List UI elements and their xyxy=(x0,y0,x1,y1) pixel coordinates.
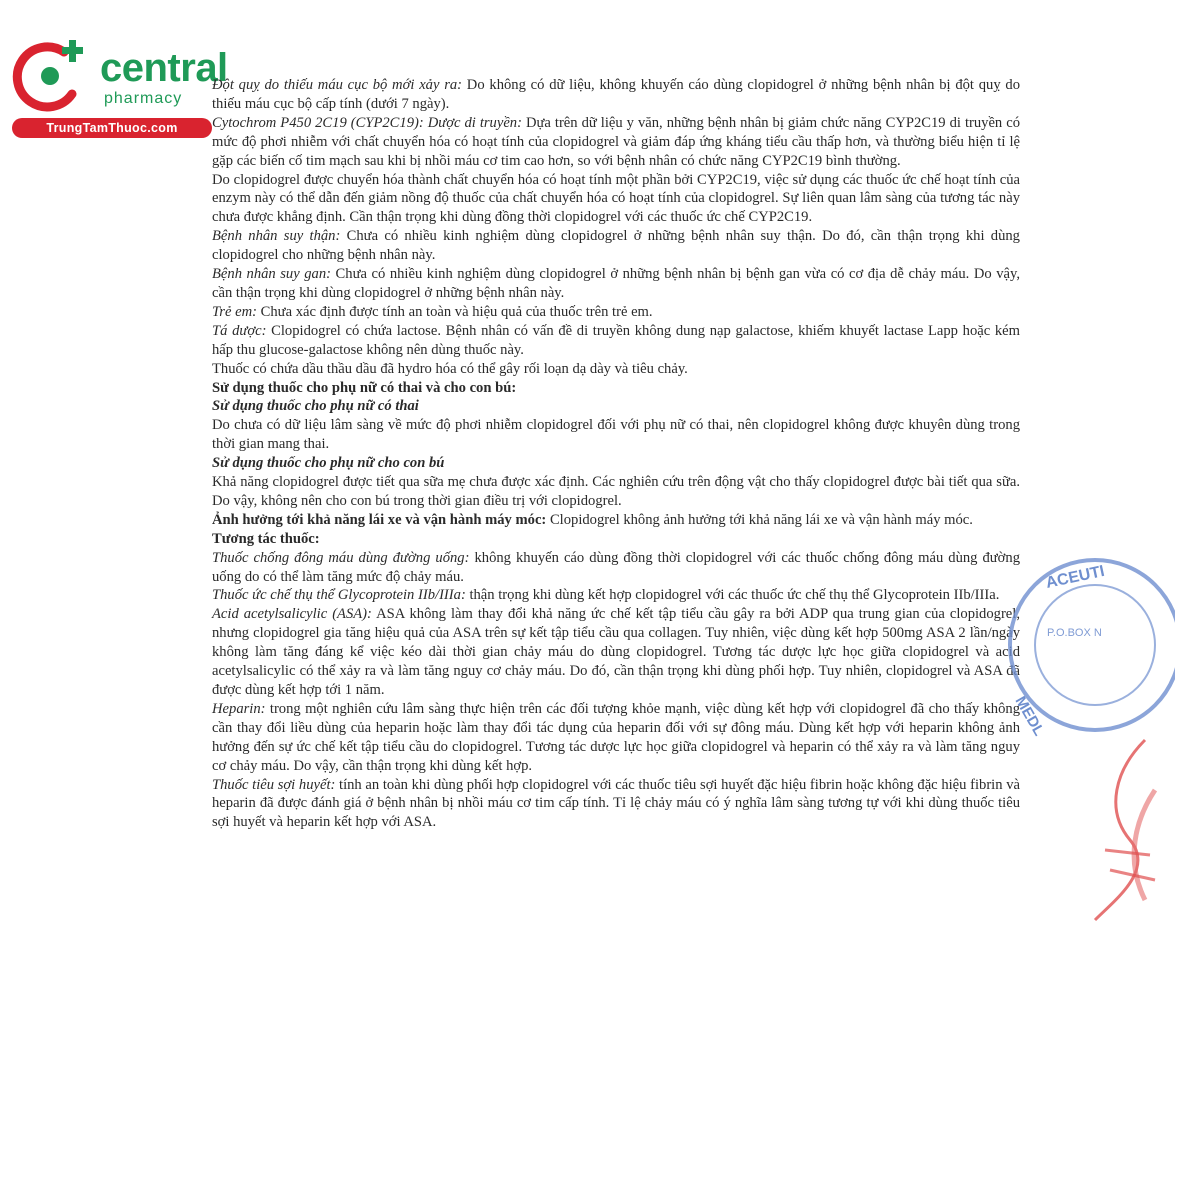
paragraph-label: Thuốc chống đông máu dùng đường uống: xyxy=(212,549,470,566)
section-heading-interactions: Tương tác thuốc: xyxy=(212,530,320,547)
paragraph-text: ASA không làm thay đổi khả năng ức chế kết tập tiểu cầu gây ra bởi ADP qua trung gian của clopidogrel, nhưng clopidogrel gia tăng hiệu quả của ASA trên sự kết tập tiểu cầu qua collagen. Tuy nhiên, việc dùng kết hợp 500mg ASA 2 lần/ngày không làm tăng đáng kể việc kéo dài thời gian chảy máu do dùng clopidogrel. Tương tác dược lực học giữa clopidogrel và acid acetylsalicylic có thể xảy ra và làm tăng nguy cơ chảy máu. Do đó, cần thận trọng khi dùng phối hợp. Tuy nhiên, clopidogrel và ASA đã được dùng kết hợp tới 1 năm. xyxy=(212,606,1020,698)
paragraph-text: thận trọng khi dùng kết hợp clopidogrel với các thuốc ức chế thụ thể Glycoprotein IIb/IIIa. xyxy=(465,587,1000,604)
paragraph-children xyxy=(212,303,1020,322)
stamp-inner-text: P.O.BOX N xyxy=(1047,627,1102,639)
central-pharmacy-logo-icon xyxy=(12,38,90,116)
paragraph-excipients xyxy=(212,322,1020,360)
paragraph-label: Acid acetylsalicylic (ASA): xyxy=(212,606,372,623)
subheading-breastfeeding: Sử dụng thuốc cho phụ nữ cho con bú xyxy=(212,455,445,472)
brand-url[interactable]: TrungTamThuoc.com xyxy=(12,118,212,138)
paragraph-text: Do không có dữ liệu, không khuyến cáo dùng clopidogrel ở những bệnh nhân bị đột quỵ do thiếu máu cục bộ cấp tính (dưới 7 ngày). xyxy=(212,77,1020,112)
stamp-ring-text: ACEUTI xyxy=(1044,562,1107,592)
paragraph-cyp2c19 xyxy=(212,114,1020,171)
paragraph-label: Trẻ em: xyxy=(212,303,257,320)
paragraph-text: Chưa có nhiều kinh nghiệm dùng clopidogrel ở những bệnh nhân bị bệnh gan vừa có cơ địa dễ chảy máu. Do vậy, cần thận trọng khi dùng clopidogrel ở những bệnh nhân này. xyxy=(212,266,1020,301)
paragraph-text: không khuyến cáo dùng đồng thời clopidogrel với các thuốc chống đông máu dùng đường uống do có thể làm tăng mức độ chảy máu. xyxy=(212,549,1020,585)
paragraph-renal xyxy=(212,227,1020,265)
paragraph-text: Clopidogrel không ảnh hưởng tới khả năng lái xe và vận hành máy móc. xyxy=(546,511,973,528)
stamp-side-text: MEDL xyxy=(1011,693,1048,739)
paragraph-text: Dựa trên dữ liệu y văn, những bệnh nhân bị giảm chức năng CYP2C19 di truyền có mức độ phơi nhiễm với chất chuyển hóa có hoạt tính của clopidogrel và giảm đáp ứng kháng tiểu cầu thấp hơn, và thường biểu hiện tỉ lệ gặp các biến cố tim mạch sau khi bị nhồi máu cơ tim cao hơn, so với bệnh nhân có chức năng CYP2C19 bình thường. xyxy=(212,114,1021,169)
paragraph-glycoprotein xyxy=(212,586,1020,605)
paragraph-label: Thuốc ức chế thụ thể Glycoprotein IIb/IIIa: xyxy=(212,587,466,604)
paragraph-text: Chưa xác định được tính an toàn và hiệu quả của thuốc trên trẻ em. xyxy=(257,303,653,320)
paragraph-label: Bệnh nhân suy gan: xyxy=(212,266,332,283)
paragraph-label: Heparin: xyxy=(212,700,266,717)
brand-subtitle: pharmacy xyxy=(104,90,183,107)
brand-name: central xyxy=(100,46,228,90)
paragraph-label: Thuốc tiêu sợi huyết: xyxy=(212,776,336,793)
paragraph-breastfeeding: Khả năng clopidogrel được tiết qua sữa mẹ chưa được xác định. Các nghiên cứu trên động vật cho thấy clopidogrel được bài tiết qua sữa. Do vậy, không nên cho con bú trong thời gian điều trị với clopidogrel. xyxy=(212,474,1020,509)
document-body xyxy=(212,76,1020,832)
paragraph-driving xyxy=(212,511,1020,530)
paragraph-pregnant: Do chưa có dữ liệu lâm sàng về mức độ phơi nhiễm clopidogrel đối với phụ nữ có thai, nên clopidogrel không được khuyên dùng trong thời gian mang thai. xyxy=(212,417,1020,453)
paragraph-anticoagulants xyxy=(212,549,1020,587)
paragraph-label: Ảnh hưởng tới khả năng lái xe và vận hành máy móc: xyxy=(212,511,547,528)
brand-logo xyxy=(12,38,228,138)
paragraph-label: Tá dược: xyxy=(212,322,267,339)
subheading-pregnant: Sử dụng thuốc cho phụ nữ có thai xyxy=(212,398,419,415)
paragraph-label: Cytochrom P450 2C19 (CYP2C19): Dược di truyền: xyxy=(212,114,522,131)
paragraph-fibrinolytics xyxy=(212,776,1020,833)
paragraph-stroke xyxy=(212,76,1020,114)
paragraph-text: trong một nghiên cứu lâm sàng thực hiện trên các đối tượng khỏe mạnh, việc dùng kết hợp với clopidogrel đã cho thấy không cần thay đổi liều dùng của heparin hoặc làm thay đổi tác dụng của heparin đối với sự đông máu. Dùng kết hợp với heparin không ảnh hưởng đến sự ức chế kết tập tiểu cầu do clopidogrel. Tương tác dược lực học giữa clopidogrel và heparin có thể xảy ra và làm tăng nguy cơ chảy máu. Do vậy, cần thận trọng khi dùng kết hợp. xyxy=(212,700,1020,774)
paragraph-label: Đột quỵ do thiếu máu cục bộ mới xảy ra: xyxy=(212,77,463,93)
section-heading-pregnancy: Sử dụng thuốc cho phụ nữ có thai và cho con bú: xyxy=(212,379,517,396)
paragraph-label: Bệnh nhân suy thận: xyxy=(212,228,341,245)
paragraph-castor-oil: Thuốc có chứa dầu thầu dầu đã hydro hóa có thể gây rối loạn dạ dày và tiêu chảy. xyxy=(212,360,688,377)
paragraph-text: tính an toàn khi dùng phối hợp clopidogrel với các thuốc tiêu sợi huyết đặc hiệu fibrin hoặc không đặc hiệu fibrin và heparin đã được đánh giá ở bệnh nhân bị nhồi máu cơ tim cấp tính. Tỉ lệ chảy máu có ý nghĩa lâm sàng tương tự với khi dùng thuốc tiêu sợi huyết và heparin kết hợp với ASA. xyxy=(212,776,1020,831)
paragraph-cyp2c19-inhibitors: Do clopidogrel được chuyển hóa thành chất chuyển hóa có hoạt tính một phần bởi CYP2C19, việc sử dụng các thuốc ức chế hoạt tính của enzym này có thể dẫn đến giảm nồng độ thuốc của chất chuyển hóa có hoạt tính của clopidogrel. Sự liên quan lâm sàng của tương tác này chưa được khẳng định. Cần thận trọng khi dùng đồng thời clopidogrel với các thuốc ức chế CYP2C19. xyxy=(212,171,1020,226)
paragraph-hepatic xyxy=(212,265,1020,303)
paragraph-text: Chưa có nhiều kinh nghiệm dùng clopidogrel ở những bệnh nhân suy thận. Do đó, cần thận trọng khi dùng clopidogrel cho những bệnh nhân này. xyxy=(212,228,1020,264)
paragraph-text: Clopidogrel có chứa lactose. Bệnh nhân có vấn đề di truyền không dung nạp galactose, khiếm khuyết lactase Lapp hoặc kém hấp thu glucose-galactose không nên dùng thuốc này. xyxy=(212,322,1020,358)
signature-stamp-icon xyxy=(1075,730,1165,930)
paragraph-asa xyxy=(212,605,1020,700)
paragraph-heparin xyxy=(212,700,1020,776)
company-stamp-icon xyxy=(985,550,1175,740)
